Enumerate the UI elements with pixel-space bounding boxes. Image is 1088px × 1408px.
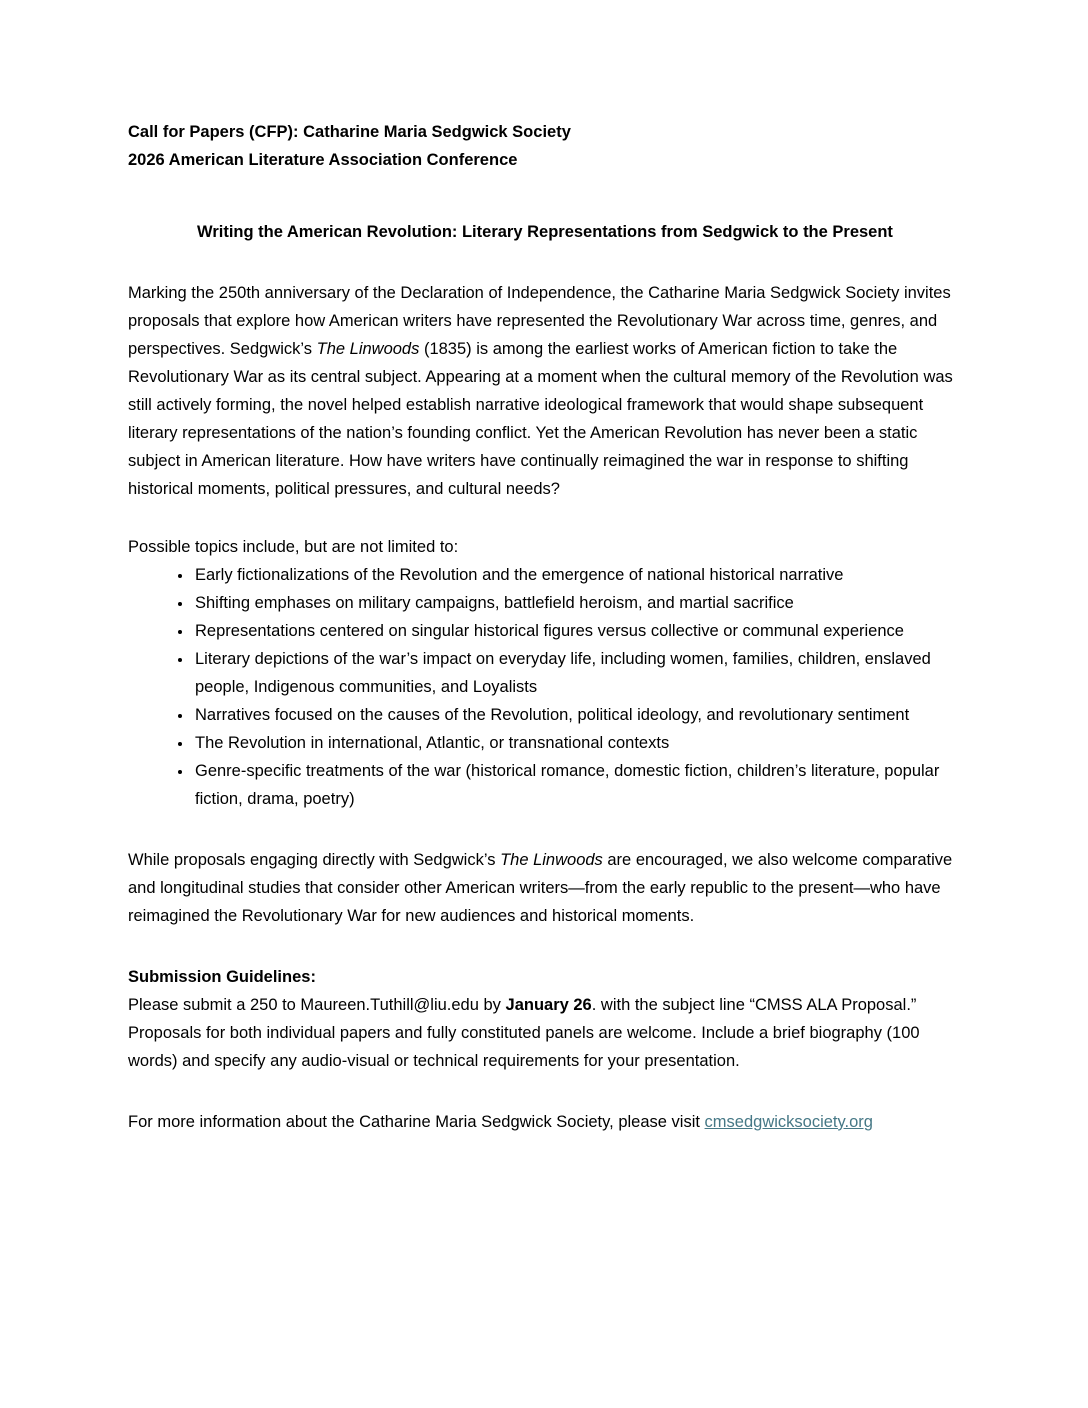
intro-paragraph: Marking the 250th anniversary of the Declaration of Independence, the Catharine Maria Sedgwick Society invites proposals that explore how American writers have represented the Revolutionary War across time, genres, and perspectives. Sedgwick’s The Linwoods (1835) is among the earliest works of American fiction to take the Revolutionary War as its central subject. Appearing at a moment when the cultural memory of the Revolution was still actively forming, the novel helped establish narrative ideological framework that would shape subsequent literary representations of the nation’s founding conflict. Yet the American Revolution has never been a static subject in American literature. How have writers have continually reimagined the war in response to shifting historical moments, political pressures, and cultural needs? — [128, 284, 953, 498]
cfp-heading-line2: 2026 American Literature Association Conference — [128, 151, 518, 169]
topic-item: • Shifting emphases on military campaigns, battlefield heroism, and martial sacrifice — [193, 589, 962, 617]
topic-item: • Literary depictions of the war’s impact on everyday life, including women, families, children, enslaved people, Indigenous communities, and Loyalists — [193, 645, 962, 701]
topic-item: • Representations centered on singular historical figures versus collective or communal experience — [193, 617, 962, 645]
footer-paragraph — [128, 1108, 962, 1136]
topic-item: • The Revolution in international, Atlantic, or transnational contexts — [193, 729, 962, 757]
topics-intro: Possible topics include, but are not limited to: — [128, 538, 459, 556]
topic-item: • Narratives focused on the causes of the Revolution, political ideology, and revolutionary sentiment — [193, 701, 962, 729]
society-link[interactable]: cmsedgwicksociety.org — [704, 1113, 873, 1131]
proposals-paragraph: While proposals engaging directly with Sedgwick’s The Linwoods are encouraged, we also welcome comparative and longitudinal studies that consider other American writers—from the early republic to the present—who have reimagined the Revolutionary War for new audiences and historical moments. — [128, 851, 953, 925]
cfp-heading-line1: Call for Papers (CFP): Catharine Maria Sedgwick Society — [128, 123, 571, 141]
topic-item: • Early fictionalizations of the Revolution and the emergence of national historical narrative — [193, 561, 962, 589]
conference-title: Writing the American Revolution: Literary Representations from Sedgwick to the Present — [197, 223, 893, 241]
footer-text: For more information about the Catharine Maria Sedgwick Society, please visit — [128, 1113, 705, 1131]
cfp-header — [128, 118, 962, 174]
submission-paragraph: Please submit a 250 to Maureen.Tuthill@liu.edu by January 26. with the subject line “CMSS ALA Proposal.” Proposals for both individual papers and fully constituted panels are welcome. Include a brief biography (100 words) and specify any audio-visual or technical requirements for your presentation. — [128, 996, 920, 1070]
submission-guidelines-heading: Submission Guidelines: — [128, 968, 316, 986]
topic-item: • Genre-specific treatments of the war (historical romance, domestic fiction, children’s literature, popular fiction, drama, poetry) — [193, 757, 962, 813]
topics-list — [128, 561, 962, 813]
